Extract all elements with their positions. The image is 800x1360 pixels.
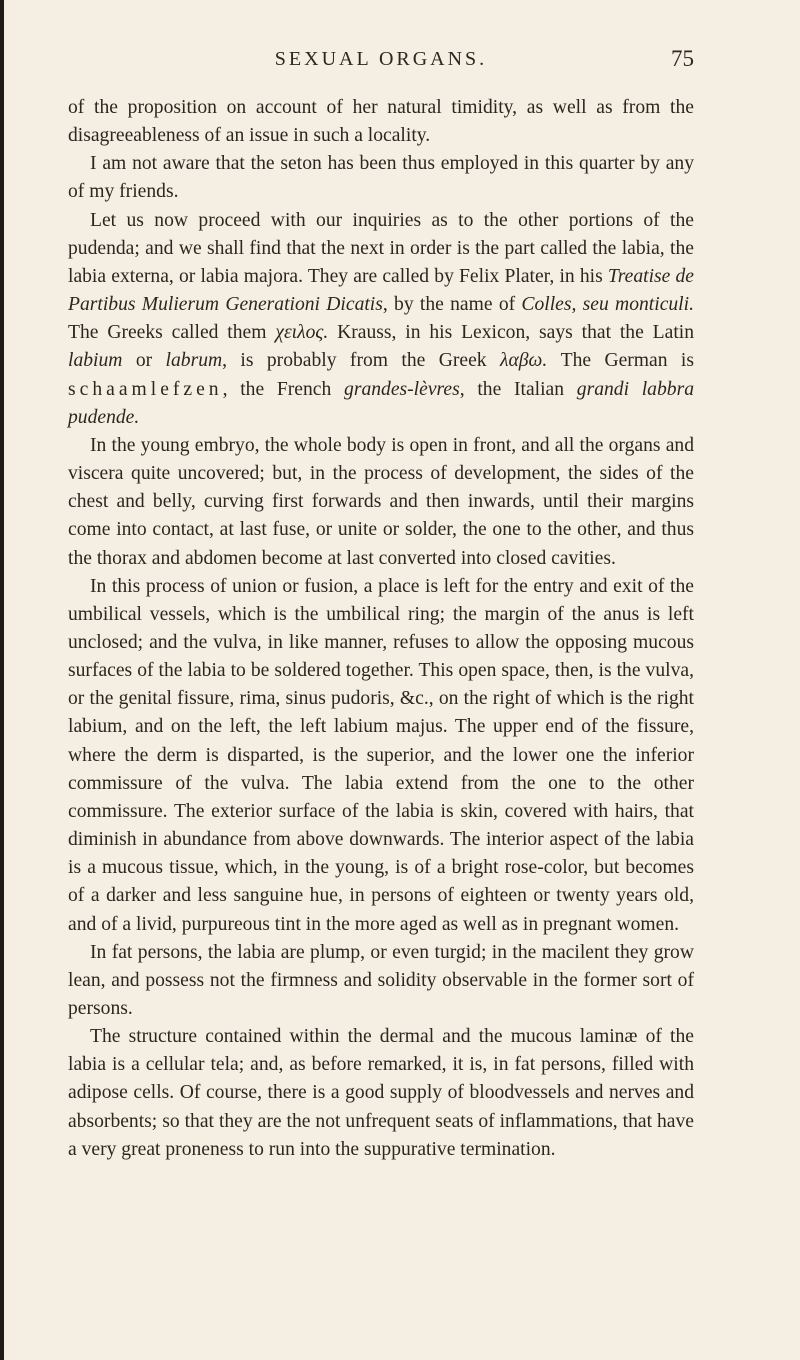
p3-text-i: or xyxy=(122,350,166,372)
colles-term: Colles, seu monticuli. xyxy=(521,294,694,316)
page-edge-shadow xyxy=(0,0,4,1360)
paragraph-1: of the proposition on account of her natural timidity, as well as from the disagreeableness of an issue in such a locality. xyxy=(68,97,694,147)
german-term: schaamlefzen xyxy=(68,378,223,400)
paragraph-7: The structure contained within the dermal and the mucous laminæ of the labia is a cellular tela; and, as before remarked, it is, in fat persons, filled with adipose cells. Of course, there is a good supply of bloodvessels and nerves and absorbents; so that they are the not unfrequent seats of inflammations, that have a very great proneness to run into the suppurative termination. xyxy=(68,1026,694,1160)
latin-term-labium: labium xyxy=(68,350,123,372)
paragraph-2: I am not aware that the seton has been thus employed in this quarter by any of my friends. xyxy=(68,153,694,203)
italian-term: grandi labbra pudende. xyxy=(68,378,694,428)
p3-text-c: , by the name of xyxy=(382,294,522,316)
body-text xyxy=(68,94,694,1164)
p3-text-m: The German is xyxy=(547,350,694,372)
greek-term-labo: λαβω. xyxy=(499,350,548,372)
p3-text-k: , is probably from the Greek xyxy=(222,350,500,372)
p3-text-e: The Greeks called them xyxy=(68,322,276,344)
paragraph-6: In fat persons, the labia are plump, or even turgid; in the macilent they grow lean, and possess not the firmness and solidity observable in the former sort of persons. xyxy=(68,941,694,1019)
greek-term-cheilos: χειλος. xyxy=(275,322,329,344)
page-number: 75 xyxy=(671,46,694,71)
paragraph-3 xyxy=(68,207,694,432)
french-term: grandes-lèvres xyxy=(344,378,460,400)
latin-term-labrum: labrum xyxy=(165,350,223,372)
paragraph-4: In the young embryo, the whole body is open in front, and all the organs and viscera quite uncovered; but, in the process of development, the sides of the chest and belly, curving first forwards and then inwards, until their margins come into contact, at last fuse, or unite or solder, the one to the other, and thus the thorax and abdomen become at last converted into closed cavities. xyxy=(68,434,694,569)
page-header xyxy=(68,48,694,78)
paragraph-5: In this process of union or fusion, a place is left for the entry and exit of the umbilical vessels, which is the umbilical ring; the margin of the anus is left unclosed; and the vulva, in like manner, refuses to allow the opposing mucous surfaces of the labia to be soldered together. This open space, then, is the vulva, or the genital fissure, rima, sinus pudoris, &c., on the right of which is the right labium, and on the left, the left labium majus. The upper end of the fissure, where the derm is disparted, is the superior, and the lower one the inferior commissure of the vulva. The labia extend from the one to the other commissure. The exterior surface of the labia is skin, covered with hairs, that diminish in abundance from above downwards. The interior aspect of the labia is a mucous tissue, which, in the young, is of a bright rose-color, but becomes of a darker and less sanguine hue, in persons of eighteen or twenty years old, and of a livid, purpureous tint in the more aged as well as in pregnant women. xyxy=(68,575,694,935)
p3-text-o: , the French xyxy=(222,378,345,400)
p3-text-g: Krauss, in his Lexicon, says that the Latin xyxy=(328,322,695,344)
treatise-title: Treatise de Partibus Mulierum Generationi Dicatis xyxy=(68,265,695,316)
running-title: SEXUAL ORGANS. xyxy=(274,48,488,70)
p3-text-a: Let us now proceed with our inquiries as to the other portions of the pudenda; and we shall find that the next in order is the part called the labia, the labia externa, or labia majora. They are called by Felix Plater, in his xyxy=(68,209,694,287)
p3-text-q: , the Italian xyxy=(459,378,577,400)
